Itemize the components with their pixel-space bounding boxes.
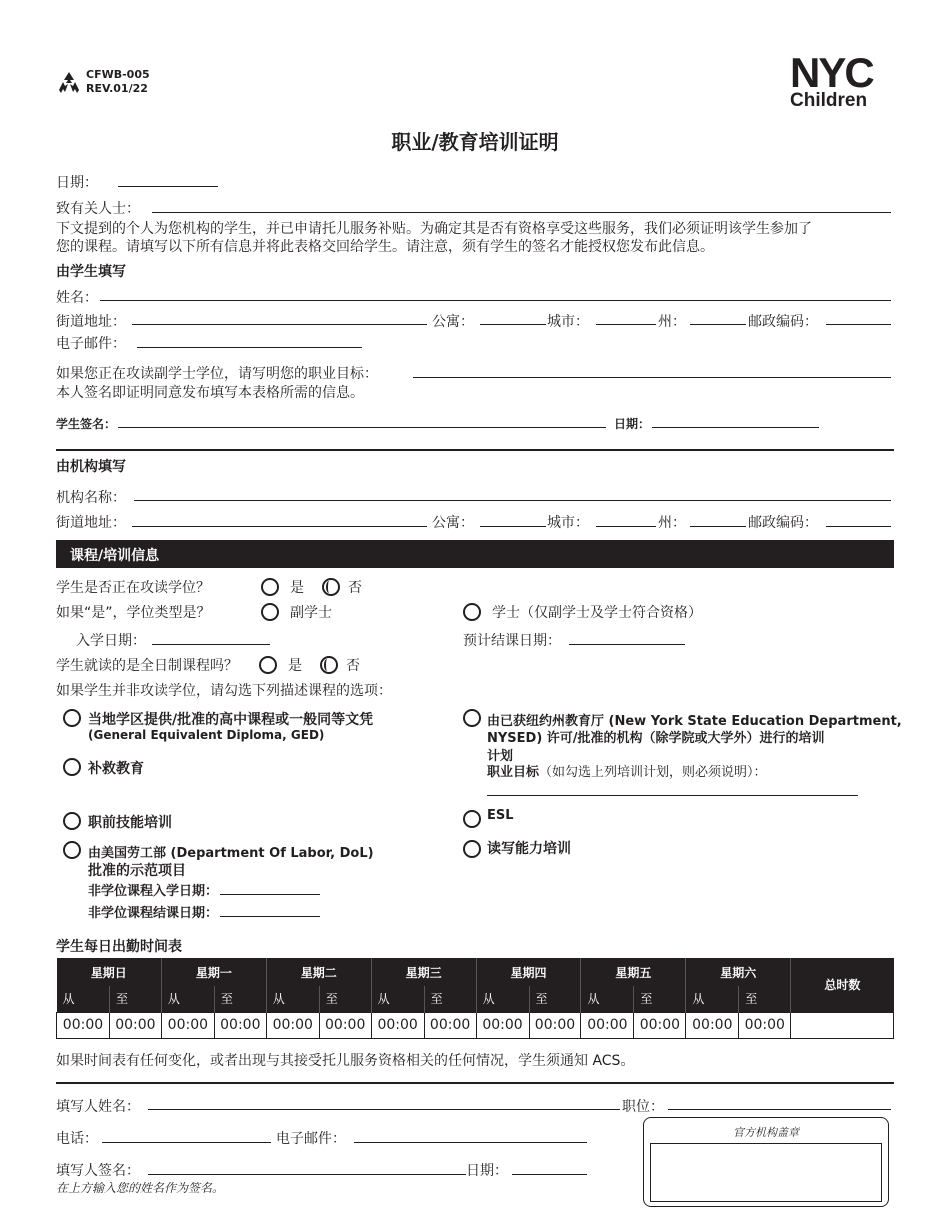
student-sig-date-field[interactable] bbox=[652, 427, 819, 428]
nysed-label-3: 计划 bbox=[487, 749, 514, 764]
time-input[interactable]: 00:00 bbox=[739, 1012, 791, 1038]
preparer-email-label: 电子邮件： bbox=[276, 1131, 346, 1147]
intro-paragraph-2: 您的课程。请填写以下所有信息并将此表格交回给学生。请注意，须有学生的签名才能授权您发布此信息。 bbox=[56, 239, 714, 255]
org-city-field[interactable] bbox=[596, 526, 656, 527]
to-label: 至 bbox=[529, 986, 581, 1012]
student-signature-field[interactable] bbox=[118, 427, 606, 428]
title-field[interactable] bbox=[668, 1109, 891, 1110]
org-name-label: 机构名称： bbox=[56, 490, 126, 506]
nd-end-field[interactable] bbox=[220, 916, 320, 917]
from-label: 从 bbox=[57, 986, 110, 1012]
preparer-signature-label: 填写人签名： bbox=[56, 1163, 140, 1179]
org-name-field[interactable] bbox=[134, 500, 891, 501]
hs-ged-radio[interactable] bbox=[63, 709, 81, 727]
student-email-field[interactable] bbox=[137, 347, 362, 348]
nysed-label-2: NYSED) 许可/批准的机构（除学院或大学外）进行的培训 bbox=[487, 731, 825, 746]
time-input[interactable]: 00:00 bbox=[319, 1012, 371, 1038]
literacy-radio[interactable] bbox=[463, 840, 481, 858]
phone-label: 电话： bbox=[56, 1131, 98, 1147]
student-apt-label: 公寓： bbox=[432, 314, 474, 330]
time-input[interactable]: 00:00 bbox=[476, 1012, 529, 1038]
nysed-career-goal-field[interactable] bbox=[487, 795, 858, 796]
from-label: 从 bbox=[686, 986, 739, 1012]
time-input[interactable]: 00:00 bbox=[581, 1012, 634, 1038]
prevoc-radio[interactable] bbox=[63, 812, 81, 830]
student-state-field[interactable] bbox=[690, 324, 746, 325]
student-city-field[interactable] bbox=[596, 324, 656, 325]
student-name-label: 姓名： bbox=[56, 290, 98, 306]
time-input[interactable]: 00:00 bbox=[634, 1012, 686, 1038]
schedule-fromto-row bbox=[57, 986, 894, 1012]
schedule-heading: 学生每日出勤时间表 bbox=[56, 939, 182, 955]
preparer-date-label: 日期： bbox=[466, 1163, 508, 1179]
org-street-field[interactable] bbox=[132, 526, 427, 527]
to-label: 致有关人士： bbox=[56, 201, 140, 217]
time-input[interactable]: 00:00 bbox=[266, 1012, 319, 1038]
recycle-icon bbox=[56, 70, 82, 100]
form-revision: REV.01/22 bbox=[86, 82, 148, 95]
institution-section-heading: 由机构填写 bbox=[56, 459, 126, 475]
bachelor-radio[interactable] bbox=[463, 603, 481, 621]
remedial-label: 补救教育 bbox=[88, 761, 144, 777]
preparer-name-label: 填写人姓名： bbox=[56, 1099, 140, 1115]
student-email-label: 电子邮件： bbox=[56, 336, 126, 352]
day-header: 星期三 bbox=[371, 958, 476, 986]
degree-yes-label: 是 bbox=[290, 580, 304, 596]
schedule-day-row bbox=[57, 958, 894, 986]
student-state-label: 州： bbox=[658, 314, 686, 330]
day-header: 星期日 bbox=[57, 958, 162, 986]
from-label: 从 bbox=[161, 986, 214, 1012]
time-input[interactable]: 00:00 bbox=[57, 1012, 110, 1038]
org-zip-label: 邮政编码： bbox=[748, 515, 818, 531]
dol-label-2: 批准的示范项目 bbox=[88, 863, 186, 879]
nyc-logo bbox=[790, 49, 873, 111]
time-input[interactable]: 00:00 bbox=[686, 1012, 739, 1038]
time-input[interactable]: 00:00 bbox=[371, 1012, 424, 1038]
from-label: 从 bbox=[581, 986, 634, 1012]
to-label: 至 bbox=[739, 986, 791, 1012]
org-street-label: 街道地址： bbox=[56, 515, 126, 531]
to-label: 至 bbox=[319, 986, 371, 1012]
official-stamp-box bbox=[643, 1117, 889, 1207]
preparer-date-field[interactable] bbox=[512, 1174, 587, 1175]
org-state-field[interactable] bbox=[690, 526, 746, 527]
nysed-radio[interactable] bbox=[463, 709, 481, 727]
to-label: 至 bbox=[634, 986, 686, 1012]
fulltime-no-label: 否 bbox=[346, 658, 360, 674]
time-input[interactable]: 00:00 bbox=[109, 1012, 161, 1038]
to-label: 至 bbox=[214, 986, 266, 1012]
nd-start-label: 非学位课程入学日期： bbox=[88, 884, 219, 899]
student-section-heading: 由学生填写 bbox=[56, 264, 126, 280]
to-field[interactable] bbox=[152, 212, 891, 213]
day-header: 星期一 bbox=[161, 958, 266, 986]
form-code: CFWB-005 bbox=[86, 68, 150, 81]
hs-ged-label-2: (General Equivalent Diploma, GED) bbox=[88, 728, 325, 742]
to-label: 至 bbox=[424, 986, 476, 1012]
student-city-label: 城市： bbox=[547, 314, 589, 330]
student-zip-label: 邮政编码： bbox=[748, 314, 818, 330]
hs-ged-label-1: 当地学区提供/批准的高中课程或一般同等文凭 bbox=[88, 712, 374, 728]
day-header: 星期五 bbox=[581, 958, 686, 986]
schedule-notice: 如果时间表有任何变化，或者出现与其接受托儿服务资格相关的任何情况，学生须通知 ACS。 bbox=[56, 1053, 635, 1069]
career-goal-label: 如果您正在攻读副学士学位，请写明您的职业目标： bbox=[56, 366, 378, 382]
bachelor-label: 学士（仅副学士及学士符合资格） bbox=[492, 605, 702, 621]
total-hours-input[interactable] bbox=[791, 1012, 894, 1038]
consent-text: 本人签名即证明同意发布填写本表格所需的信息。 bbox=[56, 385, 364, 401]
page-title: 职业/教育培训证明 bbox=[391, 130, 559, 154]
dol-radio[interactable] bbox=[63, 841, 81, 859]
enroll-date-field[interactable] bbox=[152, 644, 270, 645]
career-goal-bold: 职业目标 bbox=[487, 765, 540, 780]
time-input[interactable]: 00:00 bbox=[214, 1012, 266, 1038]
course-section-bar: 课程/培训信息 bbox=[56, 540, 894, 568]
career-goal-field[interactable] bbox=[413, 377, 891, 378]
expected-end-field[interactable] bbox=[569, 644, 685, 645]
day-header: 星期六 bbox=[686, 958, 791, 986]
intro-paragraph-1: 下文提到的个人为您机构的学生，并已申请托儿服务补贴。为确定其是否有资格享受这些服务，我们必须证明该学生参加了 bbox=[56, 221, 812, 237]
section-divider bbox=[56, 449, 894, 451]
nd-start-field[interactable] bbox=[220, 894, 320, 895]
student-zip-field[interactable] bbox=[826, 324, 891, 325]
enroll-date-label: 入学日期： bbox=[76, 633, 146, 649]
day-header: 星期二 bbox=[266, 958, 371, 986]
org-zip-field[interactable] bbox=[826, 526, 891, 527]
preparer-email-field[interactable] bbox=[354, 1142, 587, 1143]
day-header: 星期四 bbox=[476, 958, 581, 986]
schedule-table bbox=[56, 958, 894, 1039]
degree-type-question: 如果“是”，学位类型是？ bbox=[56, 605, 211, 621]
time-input[interactable]: 00:00 bbox=[161, 1012, 214, 1038]
student-street-field[interactable] bbox=[132, 324, 427, 325]
associate-radio[interactable] bbox=[261, 603, 279, 621]
stamp-label: 官方机构盖章 bbox=[733, 1126, 799, 1139]
student-apt-field[interactable] bbox=[480, 324, 546, 325]
from-label: 从 bbox=[371, 986, 424, 1012]
signature-note: 在上方输入您的姓名作为签名。 bbox=[56, 1181, 225, 1195]
student-sig-date-label: 日期： bbox=[614, 417, 651, 431]
title-label: 职位： bbox=[622, 1099, 664, 1115]
org-apt-field[interactable] bbox=[480, 526, 546, 527]
to-label: 至 bbox=[109, 986, 161, 1012]
fulltime-no-radio[interactable] bbox=[320, 656, 338, 674]
from-label: 从 bbox=[476, 986, 529, 1012]
nd-end-label: 非学位课程结课日期： bbox=[88, 906, 219, 921]
prevoc-label: 职前技能培训 bbox=[88, 815, 172, 831]
fulltime-yes-radio[interactable] bbox=[259, 656, 277, 674]
associate-label: 副学士 bbox=[290, 605, 332, 621]
preparer-name-field[interactable] bbox=[148, 1109, 620, 1110]
time-input[interactable]: 00:00 bbox=[529, 1012, 581, 1038]
total-hours-header: 总时数 bbox=[791, 958, 894, 1012]
non-degree-prompt: 如果学生并非攻读学位，请勾选下列描述课程的选项： bbox=[56, 683, 392, 699]
degree-no-label: 否 bbox=[348, 580, 362, 596]
org-apt-label: 公寓： bbox=[432, 515, 474, 531]
student-name-field[interactable] bbox=[100, 300, 891, 301]
date-field[interactable] bbox=[118, 186, 218, 187]
esl-radio[interactable] bbox=[463, 810, 481, 828]
org-state-label: 州： bbox=[658, 515, 686, 531]
career-goal-line bbox=[487, 761, 767, 780]
stamp-area[interactable] bbox=[650, 1143, 882, 1202]
org-city-label: 城市： bbox=[547, 515, 589, 531]
degree-yes-radio[interactable] bbox=[261, 578, 279, 596]
degree-no-radio[interactable] bbox=[322, 578, 340, 596]
literacy-label: 读写能力培训 bbox=[487, 841, 571, 857]
fulltime-yes-label: 是 bbox=[288, 658, 302, 674]
schedule-values-row bbox=[57, 1012, 894, 1038]
from-label: 从 bbox=[266, 986, 319, 1012]
degree-question: 学生是否正在攻读学位？ bbox=[56, 580, 210, 596]
expected-end-label: 预计结课日期： bbox=[463, 633, 561, 649]
career-goal-note: （如勾选上列培训计划，则必须说明）： bbox=[539, 765, 767, 780]
date-label: 日期： bbox=[56, 175, 98, 191]
esl-label: ESL bbox=[487, 808, 514, 823]
footer-divider bbox=[56, 1082, 894, 1084]
student-street-label: 街道地址： bbox=[56, 314, 126, 330]
time-input[interactable]: 00:00 bbox=[424, 1012, 476, 1038]
remedial-radio[interactable] bbox=[63, 758, 81, 776]
preparer-signature-field[interactable] bbox=[148, 1174, 466, 1175]
student-signature-label: 学生签名： bbox=[56, 417, 117, 431]
nyc-logo-text: NYC bbox=[790, 49, 873, 96]
nyc-logo-sub: Children bbox=[790, 90, 868, 111]
nysed-label-1: 由已获纽约州教育厅 (New York State Education Department, bbox=[487, 714, 902, 729]
fulltime-question: 学生就读的是全日制课程吗？ bbox=[56, 658, 238, 674]
phone-field[interactable] bbox=[102, 1142, 271, 1143]
dol-label-1: 由美国劳工部 (Department Of Labor, DoL) bbox=[88, 846, 374, 861]
